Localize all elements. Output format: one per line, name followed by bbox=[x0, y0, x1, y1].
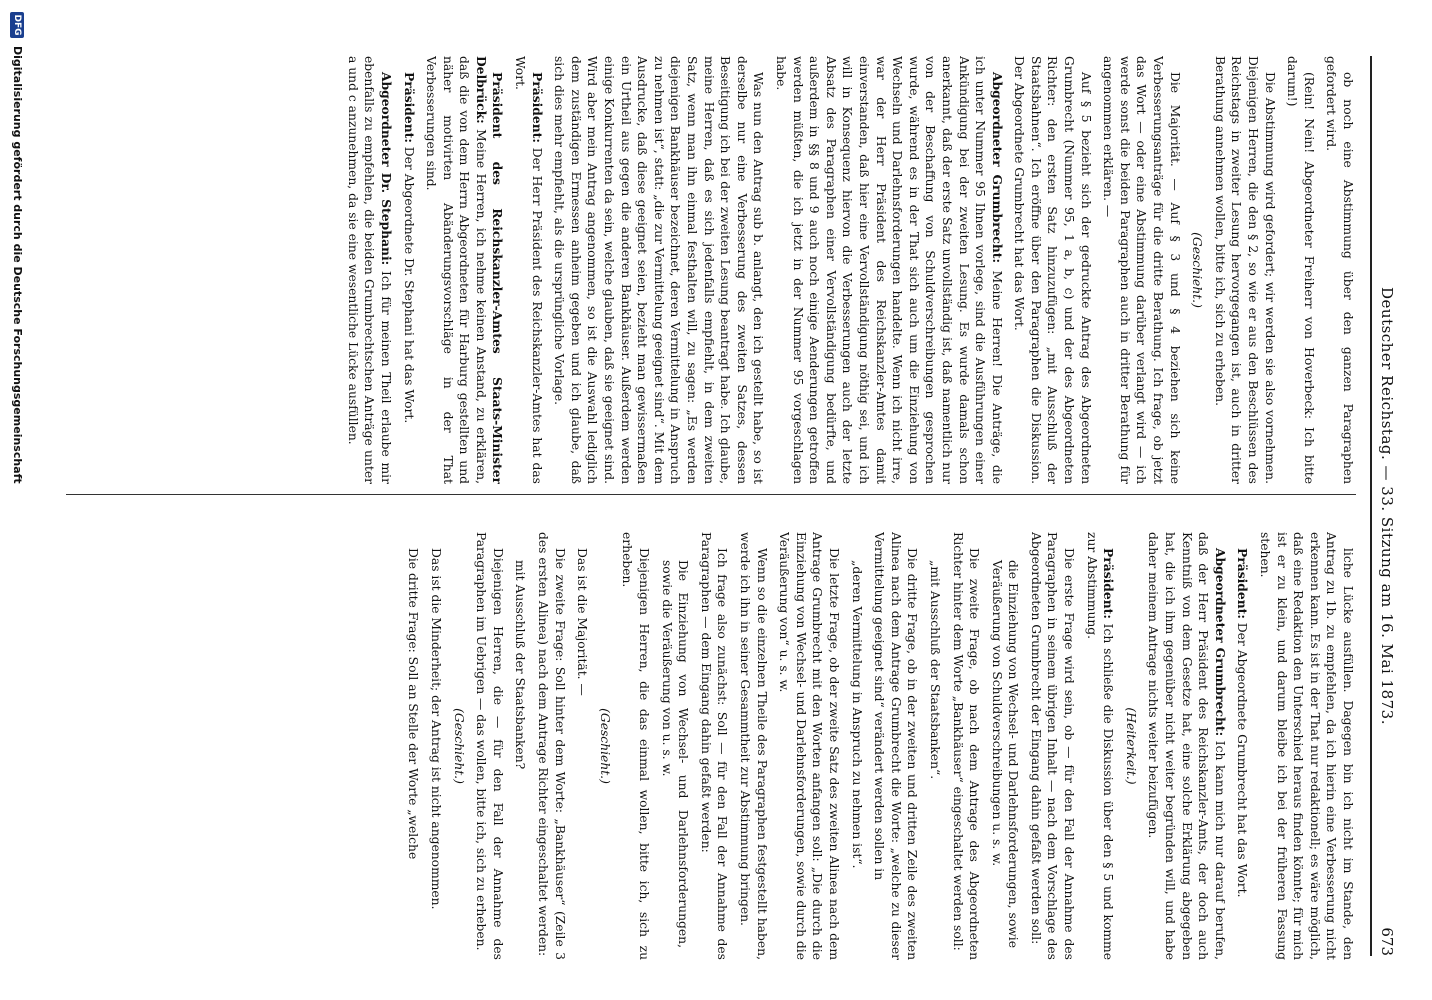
paragraph-text: Die Majorität. — Auf § 3 und § 4 beziehen sich keine Verbesserungsanträge für die dritte Berathung. Ich frage, ob jetzt das Wort — oder eine Abstimmung darüber verlangt wird — ich werde sonst die beiden Paragraphen auch in dritter Berathung für angenommen erklären. — bbox=[1101, 56, 1182, 484]
speaker-name: Abgeordneter Dr. Stephani: bbox=[378, 72, 394, 266]
paragraph-text: (Rein! Nein! Abgeordneter Freiherr von Hoverbeck: Ich bitte darum!) bbox=[1285, 56, 1316, 484]
stage-direction bbox=[450, 532, 467, 960]
digitization-credit bbox=[6, 0, 26, 1000]
paragraph bbox=[697, 532, 730, 960]
paragraph bbox=[428, 532, 445, 960]
paragraph-text: Diejenigen Herren, die — für den Fall der Annahme des Paragraphen im Uebrigen — das wollen, bitte ich, sich zu erheben. bbox=[474, 532, 505, 960]
paragraph bbox=[776, 532, 842, 960]
stage-direction bbox=[596, 532, 613, 960]
paragraph bbox=[1027, 532, 1077, 960]
dfg-logo: DFG bbox=[10, 12, 24, 38]
paragraph bbox=[574, 532, 591, 960]
paragraph-text: Wenn so die einzelnen Theile des Paragraphen festgestellt haben, werde ich ihn in seiner Gesammtheit zur Abstimmung bringen. bbox=[738, 532, 769, 960]
column-divider bbox=[66, 494, 1356, 495]
motion-text bbox=[512, 532, 529, 960]
paragraph-text: Diejenigen Herren, die das einmal wollen, bitte ich, sich zu erheben. bbox=[620, 532, 652, 960]
paragraph-text: (Geschieht.) bbox=[451, 708, 466, 784]
paragraph-text: Die Abstimmung wird gefordert; wir werden sie also vornehmen. Diejenigen Herren, die den § 2, so wie er aus den Beschlüssen des Reichstags in zweiter Lesung hervorgegangen ist, auch in dritter Berathung annehmen wollen, bitte ich, sich zu erheben. bbox=[1212, 56, 1277, 484]
paragraph-text: „deren Vermittelung in Anspruch zu nehmen ist“. bbox=[849, 560, 864, 869]
stage-direction bbox=[1189, 56, 1206, 484]
paragraph bbox=[1211, 56, 1277, 484]
stage-direction bbox=[1122, 532, 1139, 960]
paragraph-text: Ich frage also zunächst: Soll — für den Fall der Annahme des Paragraphen — dem Eingang dahin gefaßt werden: bbox=[698, 532, 730, 960]
paragraph bbox=[423, 56, 506, 484]
paragraph-text: Der Abgeordnete Dr. Stephani hat das Wort. bbox=[401, 142, 416, 424]
paragraph-text: Auf § 5 bezieht sich der gedruckte Antrag des Abgeordneten Grumbrecht (Nummer 95, 1 a, b, c) und der des Abgeordneten Richter: den ersten Satz hinzuzufügen: „mit Ausschluß der Staatsbahnen“. Ich eröffne über den Paragraphen die Diskussion. Der Abgeordnete Grumbrecht hat das Wort. bbox=[1012, 56, 1093, 484]
paragraph-text: (Geschieht.) bbox=[597, 708, 612, 784]
paragraph-text: liche Lücke ausfüllen. Dagegen bin ich nicht im Stande, den Antrag zu 1b. zu empfehlen, da ich hierin eine Verbesserung nicht erkennen kann. Es ist in der That nur redaktionell; es wäre möglich, daß eine Redaktion den Unterschied heraus finden könnte; für mich ist er zu klein, und darum bleibe ich bei der früheren Fassung stehen. bbox=[1258, 532, 1355, 960]
paragraph-text: Ich für meinen Theil erlaube mir ebenfalls zu empfehlen, die beiden Grumbrechtschen Anträge unter a und c anzunehmen, da sie eine wesentliche Lücke ausfüllen. bbox=[345, 56, 393, 484]
paragraph-text: Der Herr Präsident des Reichskanzler-Amtes hat das Wort. bbox=[513, 56, 544, 484]
paragraph-text: ob noch eine Abstimmung über den ganzen Paragraphen gefordert wird. bbox=[1324, 56, 1355, 484]
paragraph bbox=[551, 56, 767, 484]
paragraph-text: Die zweite Frage: Soll hinter dem Worte: „Bankhäuser“ (Zeile 3 des ersten Alinea) nach dem Antrage Richter eingeschaltet werden: bbox=[536, 532, 567, 960]
paragraph-text: Die dritte Frage: Soll an Stelle der Worte „welche bbox=[406, 548, 421, 860]
paragraph-text: Meine Herren! Die Anträge, die ich unter Nummer 95 Ihnen vorlege, sind die Ausführungen einer Ankündigung bei der zweiten Lesung. Es wurde damals schon anerkannt, daß der erste Satz unvollständig ist, daß namentlich nur von der Beschaffung von Schuldverschreibungen gesprochen wurde, während es in der That sich auch um die Einziehung von Wechseln und Darlehnsforderungen handelte. Wenn ich nicht irre, war der Herr Präsident des Reichskanzler-Amtes damit einverstanden, daß hier eine Vervollständigung nöthig sei, und ich will in Konsequenz hiervon die Verbesserungen auch der letzte Absatz des Paragraphen einer Vervollständigung bedürfte, und außerdem in §§ 8 und 9 auch noch einige Aenderungen getroffen werden müßten, die ich jetzt in der Nummer 95 vorgeschlagen habe. bbox=[774, 56, 1004, 484]
paragraph bbox=[405, 532, 422, 960]
paragraph bbox=[512, 56, 545, 484]
paragraph-text: (Geschieht.) bbox=[1190, 232, 1205, 308]
paragraph-text: Das ist die Majorität. — bbox=[575, 548, 590, 696]
paragraph bbox=[1256, 532, 1356, 960]
paragraph-text: Die Einziehung von Wechsel- und Darlehnsforderungen, sowie die Veräußerung von u. s. w. bbox=[659, 560, 691, 948]
paragraph bbox=[949, 532, 982, 960]
credit-text: Digitalisierung gefördert durch die Deutsche Forschungsgemeinschaft bbox=[11, 46, 24, 484]
speaker-name: Präsident: bbox=[529, 72, 545, 143]
paragraph-text: Ich schließe die Diskussion über den § 5 und komme zur Abstimmung. bbox=[1084, 532, 1116, 960]
running-title: Deutscher Reichstag. — 33. Sitzung am 16. Mai 1873. bbox=[1378, 287, 1396, 725]
paragraph-text: Die dritte Frage, ob in der zweiten und dritten Zeile des zweiten Alinea nach dem Antrage Grumbrecht die Worte: „welche zu dieser Vermittelung geeignet sind“ verändert werden sollen in bbox=[872, 532, 920, 960]
paragraph-text: Was nun den Antrag sub b. anlangt, den ich gestellt habe, so ist derselbe nur eine Verbesserung des zweiten Satzes, dessen Beseitigung ich bei der zweiten Lesung beantragt habe. Ich glaube, meine Herren, daß es sich jedenfalls empfiehlt, in dem zweiten Satz, wenn man ihn einmal festhalten will, zu sagen: „Es werden diejenigen Bankhäuser bezeichnet, deren Vermittelung in Anspruch zu nehmen ist“, statt: „die zur Vermittelung geeignet sind“. Mit dem Ausdrucke, daß diese geeignet seien, bezieht man gewissermaßen ein Urtheil aus gegen die anderen Bankhäuser. Außerdem werden einige Konkurrenten da sein, welche glauben, daß sie geeignet sind. Wird aber mein Antrag angenommen, so ist die Auswahl lediglich dem zuständigen Ermessen anheim gegeben und ich glaube, daß sich dies mehr empfiehlt, als die ursprüngliche Vorlage. bbox=[552, 56, 766, 484]
paragraph-text: (Heiterkeit.) bbox=[1123, 707, 1138, 785]
paragraph-text: Das ist die Minderheit; der Antrag ist nicht angenommen. bbox=[429, 548, 444, 910]
paragraph bbox=[473, 532, 506, 960]
speaker-name: Abgeordneter Grumbrecht: bbox=[989, 72, 1005, 264]
paragraph-text: mit Ausschluß der Staatsbanken? bbox=[513, 560, 528, 770]
paragraph bbox=[1083, 532, 1116, 960]
paragraph bbox=[1100, 56, 1183, 484]
paragraph bbox=[1284, 56, 1317, 484]
speaker-name: Präsident: bbox=[401, 72, 417, 143]
paragraph bbox=[1323, 56, 1356, 484]
speaker-name: Präsident des Reichskanzler-Amtes Staats-Minister Delbrück: bbox=[473, 56, 506, 484]
page-header bbox=[1370, 56, 1398, 956]
paragraph bbox=[871, 532, 921, 960]
paragraph-text: Die letzte Frage, ob der zweite Satz des zweiten Alinea nach dem Antrage Grumbrecht mit den Worten anfangen soll: „Die durch die Einziehung von Wechsel- und Darlehnsforderungen, sowie durch die Veräußerung von“ u. s. w. bbox=[777, 532, 841, 960]
paragraph bbox=[534, 532, 567, 960]
paragraph-text: Die zweite Frage, ob nach dem Antrage des Abgeordneten Richter hinter dem Worte „Bankhäuser“ eingeschaltet werden soll: bbox=[950, 532, 982, 960]
paragraph bbox=[400, 56, 417, 484]
paragraph-text: Der Abgeordnete Grumbrecht hat das Wort. bbox=[1235, 618, 1250, 898]
motion-text bbox=[848, 532, 865, 960]
paragraph bbox=[1145, 532, 1228, 960]
paragraph bbox=[344, 56, 394, 484]
speaker-name: Präsident: bbox=[1101, 548, 1117, 619]
paragraph-text: Meine Herren, ich nehme keinen Anstand, zu erklären, daß die von dem Herrn Abgeordneten für Harburg gestellten und näher motivirten Abänderungsvorschläge in der That Verbesserungen sind. bbox=[424, 56, 488, 484]
paragraph-text: die Einziehung von Wechsel- und Darlehnsforderungen, sowie Veräußerung von Schuldverschreibungen u. s. w. bbox=[989, 560, 1021, 948]
motion-text bbox=[658, 532, 691, 960]
speaker-name: Präsident: bbox=[1235, 548, 1251, 619]
paragraph bbox=[1234, 532, 1251, 960]
paragraph-text: „mit Ausschluß der Staatsbanken“. bbox=[927, 560, 942, 780]
speaker-name: Abgeordneter Grumbrecht: bbox=[1212, 548, 1228, 737]
paragraph bbox=[772, 56, 1004, 484]
paragraph-text: Ich kann mich nur darauf berufen, daß der Herr Präsident des Reichskanzler-Amts, der doch auch Kenntniß von dem Gesetze hat, eine solche Erklärung abgegeben hat, die ich ihm gegenüber nicht weiter begründen will, und habe daher meinem Antrage nichts weiter beizufügen. bbox=[1146, 532, 1227, 960]
paragraph-text: Die erste Frage wird sein, ob — für den Fall der Annahme des Paragraphen in seinem übrigen Inhalt — nach dem Vorschlage des Abgeordneten Grumbrecht der Eingang dahin gefaßt werden soll: bbox=[1028, 532, 1077, 960]
motion-text bbox=[926, 532, 943, 960]
text-column-right bbox=[56, 532, 1356, 960]
motion-text bbox=[988, 532, 1021, 960]
page-number: 673 bbox=[1378, 927, 1396, 956]
paragraph bbox=[736, 532, 769, 960]
text-column-left bbox=[56, 56, 1356, 484]
paragraph bbox=[1011, 56, 1094, 484]
paragraph bbox=[619, 532, 652, 960]
